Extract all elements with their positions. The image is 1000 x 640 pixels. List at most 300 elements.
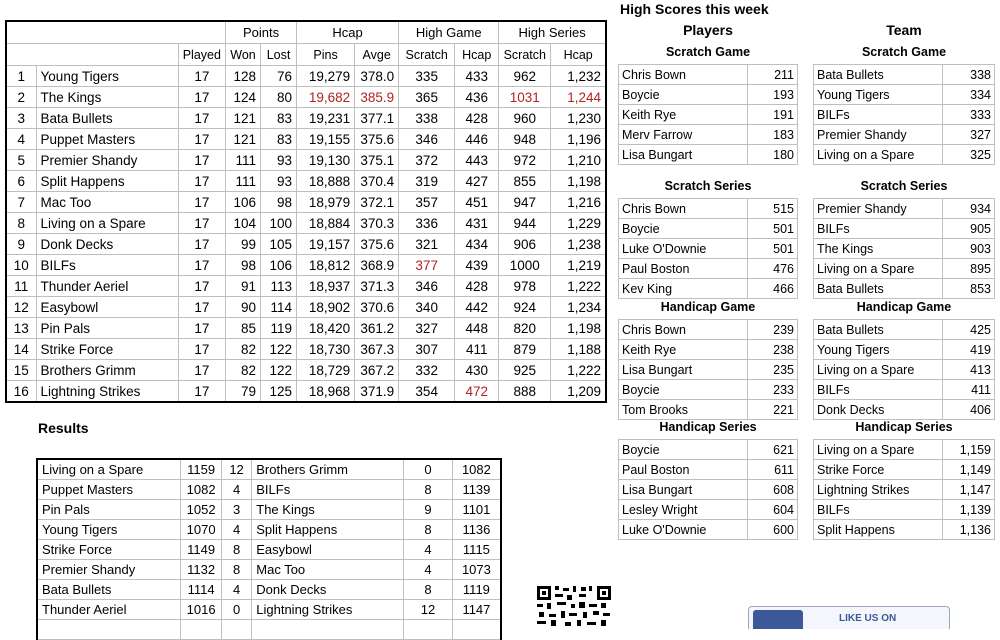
players-scratch-series-table xyxy=(618,198,798,299)
score-value: 333 xyxy=(943,105,995,125)
standings-average: 368.9 xyxy=(355,255,399,276)
score-name: Boycie xyxy=(619,440,748,460)
standings-won: 79 xyxy=(225,381,260,403)
standings-played: 17 xyxy=(178,129,225,150)
standings-high-series-hcap: 1,244 xyxy=(551,87,606,108)
standings-row xyxy=(6,87,606,108)
score-value: 608 xyxy=(748,480,798,500)
score-value: 604 xyxy=(748,500,798,520)
standings-position: 5 xyxy=(6,150,36,171)
standings-high-game-hcap: 434 xyxy=(455,234,499,255)
facebook-like-text: LIKE US ON xyxy=(839,613,897,624)
player-score-row xyxy=(619,239,798,259)
player-score-row xyxy=(619,340,798,360)
results-body xyxy=(37,459,501,640)
header-won: Won xyxy=(225,44,260,66)
standings-team-name: Pin Pals xyxy=(36,318,178,339)
standings-high-series-scratch: 888 xyxy=(499,381,551,403)
standings-average: 370.6 xyxy=(355,297,399,318)
team-handicap-series-title: Handicap Series xyxy=(855,420,953,434)
score-value: 515 xyxy=(748,199,798,219)
standings-team-name: Living on a Spare xyxy=(36,213,178,234)
player-score-row xyxy=(619,360,798,380)
standings-won: 128 xyxy=(225,66,260,87)
player-score-row xyxy=(619,480,798,500)
standings-high-game-hcap: 451 xyxy=(455,192,499,213)
standings-high-series-scratch: 924 xyxy=(499,297,551,318)
standings-position: 7 xyxy=(6,192,36,213)
standings-won: 82 xyxy=(225,339,260,360)
standings-high-game-hcap: 430 xyxy=(455,360,499,381)
result-row xyxy=(37,500,501,520)
qr-code-icon[interactable] xyxy=(535,584,613,628)
team-score-row xyxy=(814,380,995,400)
team-score-row xyxy=(814,219,995,239)
standings-row xyxy=(6,381,606,403)
result-away-score: 1119 xyxy=(452,580,501,600)
standings-high-series-hcap: 1,230 xyxy=(551,108,606,129)
standings-played: 17 xyxy=(178,276,225,297)
score-name: Paul Boston xyxy=(619,460,748,480)
standings-high-game-scratch: 372 xyxy=(399,150,455,171)
team-scratch-game-title: Scratch Game xyxy=(861,45,947,59)
score-name: Lisa Bungart xyxy=(619,480,748,500)
standings-played: 17 xyxy=(178,297,225,318)
standings-pins: 19,155 xyxy=(297,129,355,150)
standings-lost: 114 xyxy=(261,297,297,318)
result-row xyxy=(37,520,501,540)
standings-position: 13 xyxy=(6,318,36,339)
standings-high-series-scratch: 879 xyxy=(499,339,551,360)
score-name: Bata Bullets xyxy=(814,320,943,340)
result-home-team: Strike Force xyxy=(37,540,181,560)
result-away-points: 0 xyxy=(404,459,453,480)
standings-high-series-scratch: 906 xyxy=(499,234,551,255)
result-away-points: 8 xyxy=(404,580,453,600)
standings-high-game-hcap: 431 xyxy=(455,213,499,234)
standings-team-name: Easybowl xyxy=(36,297,178,318)
result-home-team: Young Tigers xyxy=(37,520,181,540)
result-home-score: 1132 xyxy=(181,560,222,580)
score-value: 235 xyxy=(748,360,798,380)
score-value: 413 xyxy=(943,360,995,380)
player-score-row xyxy=(619,460,798,480)
player-score-row xyxy=(619,219,798,239)
standings-won: 121 xyxy=(225,129,260,150)
standings-pins: 19,279 xyxy=(297,66,355,87)
standings-pins: 18,729 xyxy=(297,360,355,381)
score-value: 501 xyxy=(748,239,798,259)
result-home-team: Thunder Aeriel xyxy=(37,600,181,620)
standings-row xyxy=(6,213,606,234)
result-away-points: 4 xyxy=(404,540,453,560)
team-handicap-game-table xyxy=(813,319,995,420)
result-empty-cell xyxy=(404,620,453,640)
team-scratch-series-table xyxy=(813,198,995,299)
result-home-score: 1114 xyxy=(181,580,222,600)
standings-row xyxy=(6,150,606,171)
standings-lost: 122 xyxy=(261,339,297,360)
standings-played: 17 xyxy=(178,360,225,381)
facebook-like-banner[interactable] xyxy=(748,606,950,629)
player-score-row xyxy=(619,145,798,165)
result-home-points: 0 xyxy=(221,600,251,620)
standings-team-name: Brothers Grimm xyxy=(36,360,178,381)
standings-high-game-hcap: 472 xyxy=(455,381,499,403)
score-name: Split Happens xyxy=(814,520,943,540)
standings-high-series-hcap: 1,198 xyxy=(551,171,606,192)
player-score-row xyxy=(619,520,798,540)
team-handicap-game-title: Handicap Game xyxy=(856,300,952,314)
standings-pins: 18,902 xyxy=(297,297,355,318)
standings-pins: 18,979 xyxy=(297,192,355,213)
score-name: Paul Boston xyxy=(619,259,748,279)
result-home-score: 1149 xyxy=(181,540,222,560)
standings-played: 17 xyxy=(178,150,225,171)
result-home-team: Living on a Spare xyxy=(37,459,181,480)
score-value: 853 xyxy=(943,279,995,299)
standings-won: 106 xyxy=(225,192,260,213)
score-value: 621 xyxy=(748,440,798,460)
standings-high-series-hcap: 1,219 xyxy=(551,255,606,276)
players-scratch-series-title: Scratch Series xyxy=(664,179,752,193)
standings-won: 111 xyxy=(225,150,260,171)
standings-average: 370.3 xyxy=(355,213,399,234)
score-name: Keith Rye xyxy=(619,340,748,360)
standings-high-series-hcap: 1,222 xyxy=(551,360,606,381)
score-value: 325 xyxy=(943,145,995,165)
score-value: 327 xyxy=(943,125,995,145)
player-score-row xyxy=(619,85,798,105)
score-value: 425 xyxy=(943,320,995,340)
standings-played: 17 xyxy=(178,108,225,129)
team-score-row xyxy=(814,500,995,520)
standings-played: 17 xyxy=(178,255,225,276)
result-away-team: Brothers Grimm xyxy=(252,459,404,480)
standings-high-game-scratch: 340 xyxy=(399,297,455,318)
team-score-row xyxy=(814,400,995,420)
standings-high-game-scratch: 321 xyxy=(399,234,455,255)
result-home-points: 4 xyxy=(221,580,251,600)
standings-high-series-hcap: 1,232 xyxy=(551,66,606,87)
standings-high-series-hcap: 1,229 xyxy=(551,213,606,234)
result-away-team: Lightning Strikes xyxy=(252,600,404,620)
standings-won: 98 xyxy=(225,255,260,276)
header-played: Played xyxy=(178,44,225,66)
standings-won: 99 xyxy=(225,234,260,255)
standings-high-game-hcap: 428 xyxy=(455,108,499,129)
standings-position: 2 xyxy=(6,87,36,108)
standings-lost: 93 xyxy=(261,171,297,192)
players-heading: Players xyxy=(683,22,733,38)
score-name: Keith Rye xyxy=(619,105,748,125)
standings-high-game-scratch: 336 xyxy=(399,213,455,234)
standings-lost: 76 xyxy=(261,66,297,87)
facebook-icon xyxy=(753,610,803,629)
standings-average: 375.6 xyxy=(355,234,399,255)
standings-table xyxy=(5,20,607,403)
standings-high-series-hcap: 1,209 xyxy=(551,381,606,403)
score-name: Living on a Spare xyxy=(814,145,943,165)
standings-average: 361.2 xyxy=(355,318,399,339)
standings-high-series-hcap: 1,198 xyxy=(551,318,606,339)
standings-high-series-scratch: 948 xyxy=(499,129,551,150)
result-away-team: Easybowl xyxy=(252,540,404,560)
result-home-points: 3 xyxy=(221,500,251,520)
standings-high-game-hcap: 448 xyxy=(455,318,499,339)
score-value: 905 xyxy=(943,219,995,239)
player-score-row xyxy=(619,65,798,85)
standings-high-series-hcap: 1,196 xyxy=(551,129,606,150)
standings-high-series-scratch: 978 xyxy=(499,276,551,297)
result-away-score: 1139 xyxy=(452,480,501,500)
result-home-points: 8 xyxy=(221,560,251,580)
standings-high-series-hcap: 1,188 xyxy=(551,339,606,360)
standings-high-series-scratch: 820 xyxy=(499,318,551,339)
header-high-series: High Series xyxy=(499,21,606,44)
header-hs-hcap: Hcap xyxy=(551,44,606,66)
standings-row xyxy=(6,276,606,297)
player-score-row xyxy=(619,400,798,420)
standings-won: 82 xyxy=(225,360,260,381)
result-away-score: 1115 xyxy=(452,540,501,560)
standings-pins: 18,968 xyxy=(297,381,355,403)
standings-average: 378.0 xyxy=(355,66,399,87)
score-value: 1,159 xyxy=(943,440,995,460)
player-score-row xyxy=(619,199,798,219)
score-name: Living on a Spare xyxy=(814,259,943,279)
standings-high-game-scratch: 346 xyxy=(399,129,455,150)
score-name: Boycie xyxy=(619,219,748,239)
standings-average: 371.9 xyxy=(355,381,399,403)
results-table xyxy=(36,458,502,640)
score-name: BILFs xyxy=(814,105,943,125)
standings-lost: 113 xyxy=(261,276,297,297)
players-handicap-series-table xyxy=(618,439,798,540)
standings-team-name: Mac Too xyxy=(36,192,178,213)
score-name: Living on a Spare xyxy=(814,360,943,380)
header-hg-hcap: Hcap xyxy=(455,44,499,66)
standings-high-game-scratch: 327 xyxy=(399,318,455,339)
score-value: 180 xyxy=(748,145,798,165)
player-score-row xyxy=(619,320,798,340)
result-home-points: 8 xyxy=(221,540,251,560)
score-name: Chris Bown xyxy=(619,65,748,85)
standings-high-game-hcap: 446 xyxy=(455,129,499,150)
standings-lost: 105 xyxy=(261,234,297,255)
score-value: 238 xyxy=(748,340,798,360)
score-value: 419 xyxy=(943,340,995,360)
player-score-row xyxy=(619,259,798,279)
standings-team-name: Premier Shandy xyxy=(36,150,178,171)
header-pins: Pins xyxy=(297,44,355,66)
header-hcap: Hcap xyxy=(297,21,399,44)
standings-average: 367.2 xyxy=(355,360,399,381)
team-score-row xyxy=(814,239,995,259)
score-value: 1,147 xyxy=(943,480,995,500)
players-handicap-game-title: Handicap Game xyxy=(660,300,756,314)
score-name: Premier Shandy xyxy=(814,125,943,145)
result-away-team: The Kings xyxy=(252,500,404,520)
standings-high-series-hcap: 1,222 xyxy=(551,276,606,297)
score-name: Kev King xyxy=(619,279,748,299)
standings-pins: 19,157 xyxy=(297,234,355,255)
player-score-row xyxy=(619,105,798,125)
standings-pins: 19,682 xyxy=(297,87,355,108)
standings-position: 14 xyxy=(6,339,36,360)
standings-high-series-hcap: 1,210 xyxy=(551,150,606,171)
standings-pins: 18,884 xyxy=(297,213,355,234)
score-name: BILFs xyxy=(814,500,943,520)
score-value: 903 xyxy=(943,239,995,259)
player-score-row xyxy=(619,279,798,299)
result-home-score: 1159 xyxy=(181,459,222,480)
standings-pins: 19,231 xyxy=(297,108,355,129)
standings-average: 375.1 xyxy=(355,150,399,171)
team-score-row xyxy=(814,320,995,340)
score-name: Bata Bullets xyxy=(814,65,943,85)
standings-position: 10 xyxy=(6,255,36,276)
header-avge: Avge xyxy=(355,44,399,66)
standings-position: 15 xyxy=(6,360,36,381)
players-handicap-game-table xyxy=(618,319,798,420)
standings-high-game-scratch: 338 xyxy=(399,108,455,129)
result-empty-cell xyxy=(452,620,501,640)
result-away-team: Split Happens xyxy=(252,520,404,540)
result-row xyxy=(37,459,501,480)
standings-average: 375.6 xyxy=(355,129,399,150)
standings-high-game-scratch: 319 xyxy=(399,171,455,192)
standings-average: 372.1 xyxy=(355,192,399,213)
high-scores-title: High Scores this week xyxy=(620,1,769,17)
result-home-score: 1070 xyxy=(181,520,222,540)
score-name: Merv Farrow xyxy=(619,125,748,145)
standings-row xyxy=(6,66,606,87)
standings-high-series-hcap: 1,238 xyxy=(551,234,606,255)
standings-high-game-scratch: 332 xyxy=(399,360,455,381)
header-hs-scratch: Scratch xyxy=(499,44,551,66)
standings-won: 85 xyxy=(225,318,260,339)
standings-team-name: Strike Force xyxy=(36,339,178,360)
standings-team-name: Donk Decks xyxy=(36,234,178,255)
standings-high-game-scratch: 377 xyxy=(399,255,455,276)
team-score-row xyxy=(814,85,995,105)
score-name: Donk Decks xyxy=(814,400,943,420)
standings-won: 121 xyxy=(225,108,260,129)
score-value: 191 xyxy=(748,105,798,125)
team-score-row xyxy=(814,279,995,299)
standings-average: 371.3 xyxy=(355,276,399,297)
header-hg-scratch: Scratch xyxy=(399,44,455,66)
result-away-points: 12 xyxy=(404,600,453,620)
standings-played: 17 xyxy=(178,66,225,87)
score-name: Strike Force xyxy=(814,460,943,480)
result-home-points: 12 xyxy=(221,459,251,480)
standings-row xyxy=(6,297,606,318)
standings-team-name: Lightning Strikes xyxy=(36,381,178,403)
standings-high-series-scratch: 1000 xyxy=(499,255,551,276)
standings-position: 12 xyxy=(6,297,36,318)
standings-played: 17 xyxy=(178,339,225,360)
player-score-row xyxy=(619,440,798,460)
result-empty-cell xyxy=(181,620,222,640)
result-home-score: 1082 xyxy=(181,480,222,500)
standings-lost: 93 xyxy=(261,150,297,171)
header-lost: Lost xyxy=(261,44,297,66)
result-empty-cell xyxy=(252,620,404,640)
standings-position: 4 xyxy=(6,129,36,150)
result-away-score: 1073 xyxy=(452,560,501,580)
score-value: 183 xyxy=(748,125,798,145)
standings-average: 377.1 xyxy=(355,108,399,129)
standings-position: 8 xyxy=(6,213,36,234)
score-name: BILFs xyxy=(814,219,943,239)
team-score-row xyxy=(814,460,995,480)
standings-row xyxy=(6,318,606,339)
standings-average: 385.9 xyxy=(355,87,399,108)
standings-played: 17 xyxy=(178,213,225,234)
standings-high-series-scratch: 1031 xyxy=(499,87,551,108)
standings-high-game-scratch: 365 xyxy=(399,87,455,108)
standings-won: 104 xyxy=(225,213,260,234)
standings-high-series-scratch: 855 xyxy=(499,171,551,192)
standings-row xyxy=(6,192,606,213)
result-away-points: 9 xyxy=(404,500,453,520)
standings-pins: 18,812 xyxy=(297,255,355,276)
score-name: Chris Bown xyxy=(619,199,748,219)
standings-won: 90 xyxy=(225,297,260,318)
result-home-score: 1052 xyxy=(181,500,222,520)
team-score-row xyxy=(814,520,995,540)
score-value: 334 xyxy=(943,85,995,105)
team-score-row xyxy=(814,199,995,219)
players-handicap-series-title: Handicap Series xyxy=(659,420,757,434)
standings-pins: 18,420 xyxy=(297,318,355,339)
standings-lost: 122 xyxy=(261,360,297,381)
standings-lost: 106 xyxy=(261,255,297,276)
standings-row xyxy=(6,108,606,129)
score-name: Lightning Strikes xyxy=(814,480,943,500)
standings-high-game-scratch: 357 xyxy=(399,192,455,213)
score-name: The Kings xyxy=(814,239,943,259)
score-value: 1,139 xyxy=(943,500,995,520)
team-score-row xyxy=(814,145,995,165)
header-blank xyxy=(6,21,225,44)
score-name: Boycie xyxy=(619,380,748,400)
team-score-row xyxy=(814,440,995,460)
standings-row xyxy=(6,129,606,150)
score-value: 934 xyxy=(943,199,995,219)
standings-position: 3 xyxy=(6,108,36,129)
team-heading: Team xyxy=(886,22,922,38)
player-score-row xyxy=(619,125,798,145)
results-title: Results xyxy=(38,420,89,436)
score-name: Young Tigers xyxy=(814,85,943,105)
players-scratch-game-table xyxy=(618,64,798,165)
score-value: 221 xyxy=(748,400,798,420)
standings-played: 17 xyxy=(178,192,225,213)
team-handicap-series-table xyxy=(813,439,995,540)
header-blank xyxy=(6,44,178,66)
standings-high-game-hcap: 428 xyxy=(455,276,499,297)
standings-body xyxy=(6,66,606,403)
score-name: Luke O'Downie xyxy=(619,520,748,540)
standings-high-series-scratch: 947 xyxy=(499,192,551,213)
result-away-score: 1082 xyxy=(452,459,501,480)
standings-high-series-scratch: 972 xyxy=(499,150,551,171)
result-away-team: Mac Too xyxy=(252,560,404,580)
standings-position: 9 xyxy=(6,234,36,255)
